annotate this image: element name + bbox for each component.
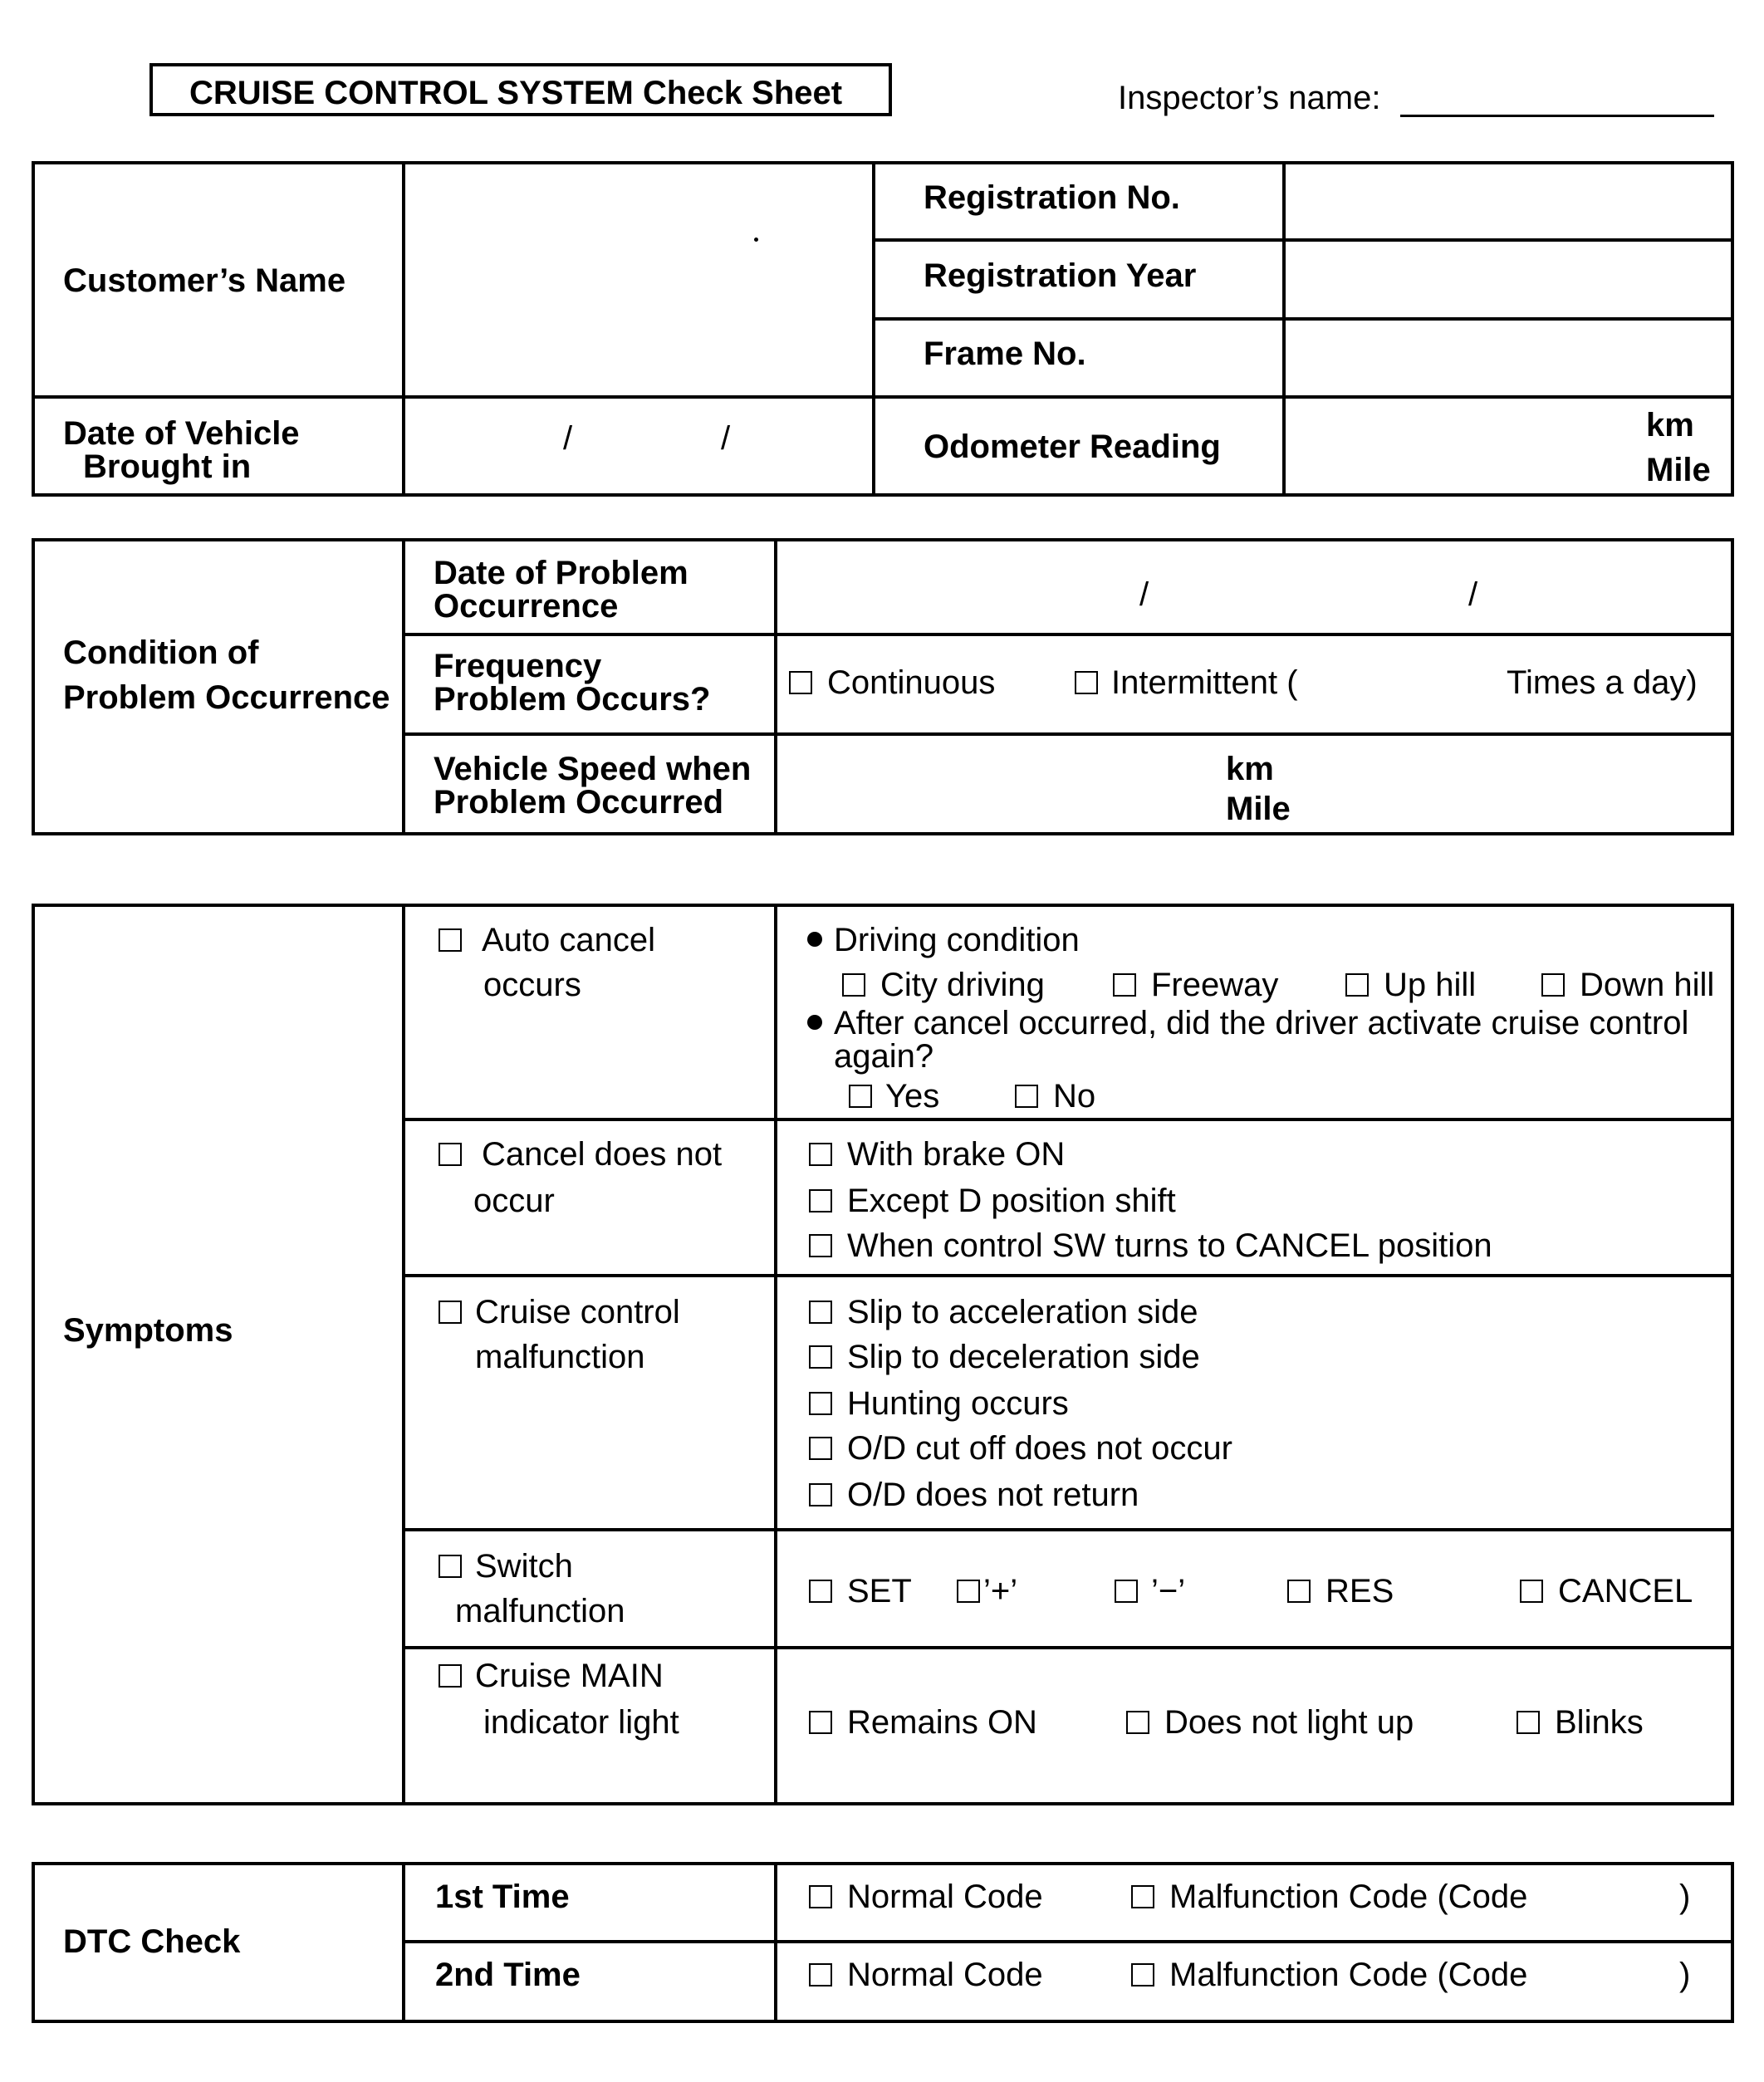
cruise-malfunction-label-1: Cruise control (475, 1294, 680, 1330)
not-light-checkbox[interactable] (1126, 1711, 1149, 1734)
cruise-malfunction-label-2: malfunction (475, 1339, 645, 1375)
blinks-checkbox[interactable] (1517, 1711, 1540, 1734)
date-separator: / (563, 420, 573, 457)
malfunction-code-2-label: Malfunction Code (Code (1169, 1957, 1528, 1993)
hunting-label: Hunting occurs (847, 1385, 1069, 1422)
slip-decel-checkbox[interactable] (809, 1345, 832, 1369)
cancel-not-occur-label-2: occur (473, 1183, 555, 1219)
res-label: RES (1325, 1573, 1394, 1609)
yes-label: Yes (885, 1078, 940, 1114)
frame-no-label: Frame No. (924, 336, 1086, 372)
control-sw-label: When control SW turns to CANCEL position (847, 1227, 1492, 1264)
up-hill-checkbox[interactable] (1345, 973, 1369, 997)
minus-checkbox[interactable] (1115, 1580, 1138, 1603)
unit-mile: Mile (1646, 452, 1711, 488)
date-separator: / (1468, 576, 1478, 613)
od-cutoff-checkbox[interactable] (809, 1437, 832, 1460)
close-paren: ) (1679, 1957, 1691, 1993)
normal-code-2-label: Normal Code (847, 1957, 1043, 1993)
brake-on-label: With brake ON (847, 1136, 1066, 1173)
intermittent-label: Intermittent ( (1111, 664, 1298, 701)
normal-code-1-label: Normal Code (847, 1879, 1043, 1915)
date-separator: / (1139, 576, 1149, 613)
condition-label-1: Condition of (63, 634, 259, 671)
speed-label-1: Vehicle Speed when (434, 751, 752, 787)
freeway-label: Freeway (1151, 967, 1279, 1003)
od-return-label: O/D does not return (847, 1477, 1139, 1513)
slip-accel-label: Slip to acceleration side (847, 1294, 1198, 1330)
sheet-title: CRUISE CONTROL SYSTEM Check Sheet (189, 75, 843, 111)
no-checkbox[interactable] (1015, 1085, 1038, 1108)
cancel-checkbox[interactable] (1520, 1580, 1543, 1603)
second-time-label: 2nd Time (435, 1957, 581, 1993)
title-box (149, 63, 892, 116)
odometer-label: Odometer Reading (924, 429, 1221, 465)
inspector-name-line[interactable] (1400, 115, 1714, 117)
normal-code-1-checkbox[interactable] (809, 1885, 832, 1908)
indicator-checkbox[interactable] (439, 1664, 462, 1688)
switch-malfunction-label-1: Switch (475, 1548, 573, 1585)
hunting-checkbox[interactable] (809, 1392, 832, 1415)
first-time-label: 1st Time (435, 1879, 570, 1915)
cancel-not-occur-label-1: Cancel does not (482, 1136, 723, 1173)
malfunction-code-2-checkbox[interactable] (1131, 1963, 1154, 1986)
auto-cancel-checkbox[interactable] (439, 928, 462, 952)
registration-no-label: Registration No. (924, 179, 1180, 216)
inspector-label: Inspector’s name: (1118, 80, 1381, 116)
cancel-not-occur-checkbox[interactable] (439, 1143, 462, 1166)
date-problem-label-2: Occurrence (434, 588, 619, 625)
unit-mile: Mile (1226, 791, 1291, 827)
indicator-label-1: Cruise MAIN (475, 1658, 664, 1694)
registration-year-label: Registration Year (924, 257, 1197, 294)
close-paren: ) (1679, 1879, 1691, 1915)
down-hill-label: Down hill (1580, 967, 1715, 1003)
plus-label: ’+’ (983, 1573, 1018, 1609)
intermittent-checkbox[interactable] (1075, 671, 1098, 694)
date-separator: / (721, 420, 731, 457)
times-a-day-label: Times a day) (1507, 664, 1698, 701)
frequency-label-2: Problem Occurs? (434, 681, 711, 718)
city-driving-checkbox[interactable] (842, 973, 865, 997)
bullet-icon (807, 1015, 822, 1030)
except-d-checkbox[interactable] (809, 1189, 832, 1212)
bullet-icon (807, 932, 822, 947)
up-hill-label: Up hill (1384, 967, 1477, 1003)
od-return-checkbox[interactable] (809, 1483, 832, 1506)
date-brought-label-2: Brought in (83, 448, 252, 485)
condition-label-2: Problem Occurrence (63, 679, 390, 716)
cancel-question-1: After cancel occurred, did the driver activate cruise control (834, 1005, 1689, 1041)
od-cutoff-label: O/D cut off does not occur (847, 1430, 1232, 1467)
slip-decel-label: Slip to deceleration side (847, 1339, 1200, 1375)
brake-on-checkbox[interactable] (809, 1143, 832, 1166)
remains-on-label: Remains ON (847, 1704, 1037, 1741)
switch-malfunction-label-2: malfunction (455, 1593, 625, 1629)
speed-label-2: Problem Occurred (434, 784, 724, 821)
freeway-checkbox[interactable] (1113, 973, 1136, 997)
unit-km: km (1646, 407, 1694, 443)
slip-accel-checkbox[interactable] (809, 1301, 832, 1324)
indicator-label-2: indicator light (483, 1704, 679, 1741)
not-light-label: Does not light up (1164, 1704, 1414, 1741)
no-label: No (1053, 1078, 1096, 1114)
driving-condition-label: Driving condition (834, 922, 1080, 958)
down-hill-checkbox[interactable] (1541, 973, 1565, 997)
cancel-question-2: again? (834, 1038, 934, 1075)
auto-cancel-label-2: occurs (483, 967, 581, 1003)
customer-name-label: Customer’s Name (63, 262, 346, 299)
set-label: SET (847, 1573, 912, 1609)
continuous-label: Continuous (827, 664, 996, 701)
normal-code-2-checkbox[interactable] (809, 1963, 832, 1986)
cruise-malfunction-checkbox[interactable] (439, 1301, 462, 1324)
date-problem-label-1: Date of Problem (434, 555, 688, 591)
continuous-checkbox[interactable] (789, 671, 812, 694)
set-checkbox[interactable] (809, 1580, 832, 1603)
switch-malfunction-checkbox[interactable] (439, 1555, 462, 1578)
malfunction-code-1-label: Malfunction Code (Code (1169, 1879, 1528, 1915)
frequency-label-1: Frequency (434, 648, 602, 684)
malfunction-code-1-checkbox[interactable] (1131, 1885, 1154, 1908)
plus-checkbox[interactable] (957, 1580, 980, 1603)
date-brought-label-1: Date of Vehicle (63, 415, 300, 452)
remains-on-checkbox[interactable] (809, 1711, 832, 1734)
unit-km: km (1226, 751, 1274, 787)
control-sw-checkbox[interactable] (809, 1234, 832, 1257)
dtc-check-label: DTC Check (63, 1923, 241, 1960)
res-checkbox[interactable] (1287, 1580, 1311, 1603)
auto-cancel-label-1: Auto cancel (482, 922, 656, 958)
city-driving-label: City driving (880, 967, 1045, 1003)
blinks-label: Blinks (1555, 1704, 1644, 1741)
minus-label: ’−’ (1151, 1573, 1186, 1609)
cancel-label: CANCEL (1558, 1573, 1693, 1609)
yes-checkbox[interactable] (849, 1085, 872, 1108)
symptoms-label: Symptoms (63, 1312, 233, 1349)
except-d-label: Except D position shift (847, 1183, 1176, 1219)
